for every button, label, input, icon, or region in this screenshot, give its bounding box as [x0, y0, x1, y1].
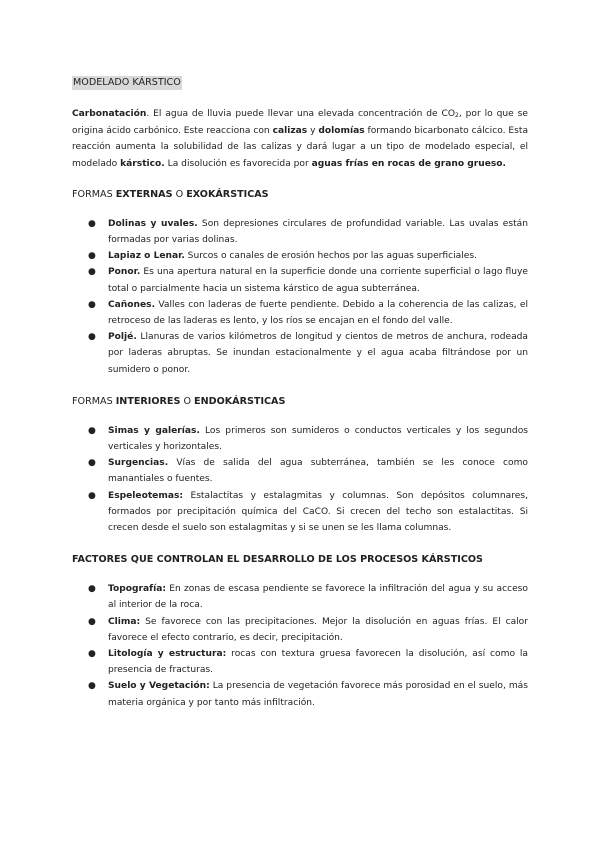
- list-item: ● Clima: Se favorece con las precipitaciones. Mejor la disolución en aguas frías. El calor favorece el efecto contrario, es decir, precipitación.: [72, 614, 528, 646]
- list-item: ● Ponor. Es una apertura natural en la superficie donde una corriente superficial o lago fluye total o parcialmente hacia un sistema kárstico de agua subterránea.: [72, 264, 528, 296]
- bullet-icon: ●: [88, 251, 96, 262]
- intro-term: Carbonatación: [72, 109, 147, 119]
- list-item: ● Cañones. Valles con laderas de fuerte pendiente. Debido a la coherencia de las calizas, el retroceso de las laderas es lento, y los ríos se encajan en el fondo del valle.: [72, 297, 528, 329]
- bullet-icon: ●: [88, 332, 96, 343]
- interiores-list: [72, 423, 528, 536]
- list-item: ● Surgencias. Vías de salida del agua subterránea, también se les conoce como manantiales o fuentes.: [72, 455, 528, 487]
- bullet-icon: ●: [88, 299, 96, 310]
- bullet-icon: ●: [88, 218, 96, 229]
- section-heading-factores: FACTORES QUE CONTROLAN EL DESARROLLO DE LOS PROCESOS KÁRSTICOS: [72, 554, 483, 566]
- bullet-icon: ●: [88, 458, 96, 469]
- bullet-icon: ●: [88, 649, 96, 660]
- list-item: ● Espeleotemas: Estalactitas y estalagmitas y columnas. Son depósitos columnares, formados por precipitación química del CaCO. Si crecen del techo son estalactitas. Si crecen desde el suelo son estalagmitas y si se unen se les llama columnas.: [72, 488, 528, 537]
- list-item: ● Lapiaz o Lenar. Surcos o canales de erosión hechos por las aguas superficiales.: [72, 248, 528, 264]
- list-item: ● Simas y galerías. Los primeros son sumideros o conductos verticales y los segundos verticales y horizontales.: [72, 423, 528, 455]
- list-item: ● Topografía: En zonas de escasa pendiente se favorece la infiltración del agua y su acceso al interior de la roca.: [72, 581, 528, 613]
- bullet-icon: ●: [88, 681, 96, 692]
- page-title: MODELADO KÁRSTICO: [73, 77, 181, 88]
- externas-list: [72, 216, 528, 378]
- bullet-icon: ●: [88, 490, 96, 501]
- list-item: ● Dolinas y uvales. Son depresiones circulares de profundidad variable. Las uvalas están formadas por varias dolinas.: [72, 216, 528, 248]
- bullet-icon: ●: [88, 425, 96, 436]
- list-item: ● Litología y estructura: rocas con textura gruesa favorecen la disolución, así como la presencia de fracturas.: [72, 646, 528, 678]
- list-item: ● Poljé. Llanuras de varios kilómetros de longitud y cientos de metros de anchura, rodeada por laderas abruptas. Se inundan estacionalmente y el agua acaba filtrándose por un sumidero o ponor.: [72, 329, 528, 378]
- factores-list: [72, 581, 528, 711]
- bullet-icon: ●: [88, 616, 96, 627]
- section-heading-externas: FORMAS EXTERNAS O EXOKÁRSTICAS: [72, 188, 269, 200]
- list-item: ● Suelo y Vegetación: La presencia de vegetación favorece más porosidad en el suelo, más materia orgánica y por tanto más infiltración.: [72, 678, 528, 710]
- intro-paragraph: Carbonatación. El agua de lluvia puede llevar una elevada concentración de $CO_2$, por lo que se origina ácido carbónico. Este reacciona con calizas y dolomías formando bicarbonato cálcico. Esta reacción aumenta la solubilidad de las calizas y dará lugar a un tipo de modelado especial, el modelado kárstico. La disolución es favorecida por aguas frías en rocas de grano grueso.: [72, 109, 529, 169]
- bullet-icon: ●: [88, 584, 96, 595]
- bullet-icon: ●: [88, 267, 96, 278]
- co2-subscript: 2: [455, 112, 459, 119]
- section-heading-interiores: FORMAS INTERIORES O ENDOKÁRSTICAS: [72, 395, 286, 407]
- document-page: [72, 70, 528, 711]
